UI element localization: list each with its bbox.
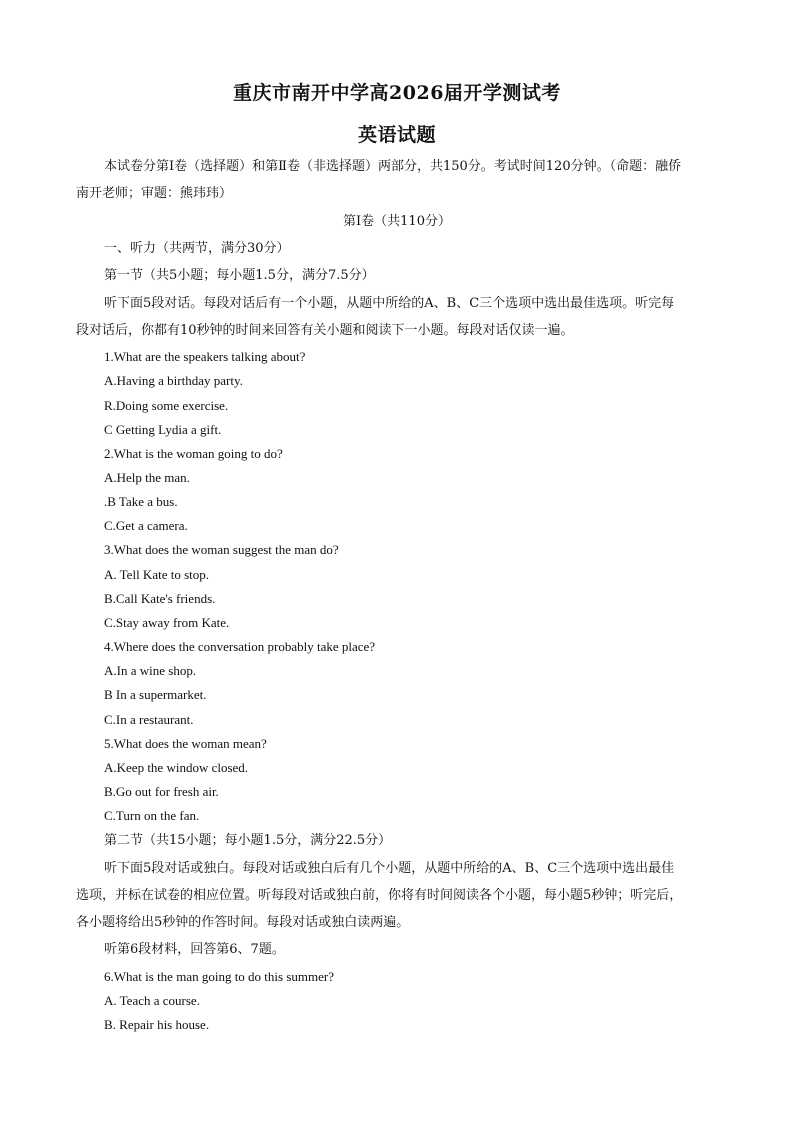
question-1: 1.What are the speakers talking about? xyxy=(104,349,306,364)
question-2: 2.What is the woman going to do? xyxy=(104,446,283,461)
question-5: 5.What does the woman mean? xyxy=(104,736,267,751)
question-1-option-a: A.Having a birthday party. xyxy=(104,373,243,388)
question-4-option-b: B In a supermarket. xyxy=(104,687,207,702)
section1-instruction-line-2: 段对话后，你都有10秒钟的时间来回答有关小题和阅读下一小题。每段对话仅读一遍。 xyxy=(76,323,574,338)
material-6-heading: 听第6段材料，回答第6、7题。 xyxy=(104,942,285,957)
school-title: 重庆市南开中学高2026届开学测试考 xyxy=(233,82,561,104)
question-6-option-b: B. Repair his house. xyxy=(104,1017,210,1032)
section2-instruction-line-1: 听下面5段对话或独白。每段对话或独白后有几个小题，从题中所给的A、B、C三个选项中选出最佳 xyxy=(104,861,675,876)
section2-heading: 第二节（共15小题；每小题1.5分，满分22.5分） xyxy=(104,833,392,848)
question-6: 6.What is the man going to do this summer? xyxy=(104,969,334,984)
section1-heading: 第一节（共5小题；每小题1.5分，满分7.5分） xyxy=(104,268,375,283)
question-6-option-a: A. Teach a course. xyxy=(104,993,200,1008)
question-1-option-b: R.Doing some exercise. xyxy=(104,398,229,413)
part1-heading: 一、听力（共两节，满分30分） xyxy=(104,241,290,256)
section2-instruction-line-3: 各小题将给出5秒钟的作答时间。每段对话或独白读两遍。 xyxy=(76,915,410,930)
question-2-option-a: A.Help the man. xyxy=(104,470,190,485)
section1-instruction-line-1: 听下面5段对话。每段对话后有一个小题，从题中所给的A、B、C三个选项中选出最佳选项。听完每 xyxy=(104,296,675,311)
question-5-option-a: A.Keep the window closed. xyxy=(104,760,249,775)
question-3-option-c: C.Stay away from Kate. xyxy=(104,615,230,630)
intro-line-2: 南开老师；审题：熊玮玮） xyxy=(76,186,233,201)
question-5-option-b: B.Go out for fresh air. xyxy=(104,784,219,799)
question-4-option-a: A.In a wine shop. xyxy=(104,663,197,678)
volume1-heading: 第Ⅰ卷（共110分） xyxy=(343,214,451,229)
question-5-option-c: C.Turn on the fan. xyxy=(104,808,200,823)
question-4: 4.Where does the conversation probably take place? xyxy=(104,639,376,654)
question-1-option-c: C Getting Lydia a gift. xyxy=(104,422,222,437)
question-3-option-b: B.Call Kate's friends. xyxy=(104,591,216,606)
subject-title: 英语试题 xyxy=(357,124,436,146)
question-4-option-c: C.In a restaurant. xyxy=(104,712,194,727)
question-2-option-b: .B Take a bus. xyxy=(104,494,178,509)
question-2-option-c: C.Get a camera. xyxy=(104,518,188,533)
question-3-option-a: A. Tell Kate to stop. xyxy=(104,567,210,582)
intro-line-1: 本试卷分第Ⅰ卷（选择题）和第Ⅱ卷（非选择题）两部分，共150分。考试时间120分钟。（命题：融侨 xyxy=(104,159,682,174)
section2-instruction-line-2: 选项，并标在试卷的相应位置。听每段对话或独白前，你将有时间阅读各个小题，每小题5秒钟；听完后， xyxy=(76,888,683,903)
question-3: 3.What does the woman suggest the man do? xyxy=(104,542,339,557)
